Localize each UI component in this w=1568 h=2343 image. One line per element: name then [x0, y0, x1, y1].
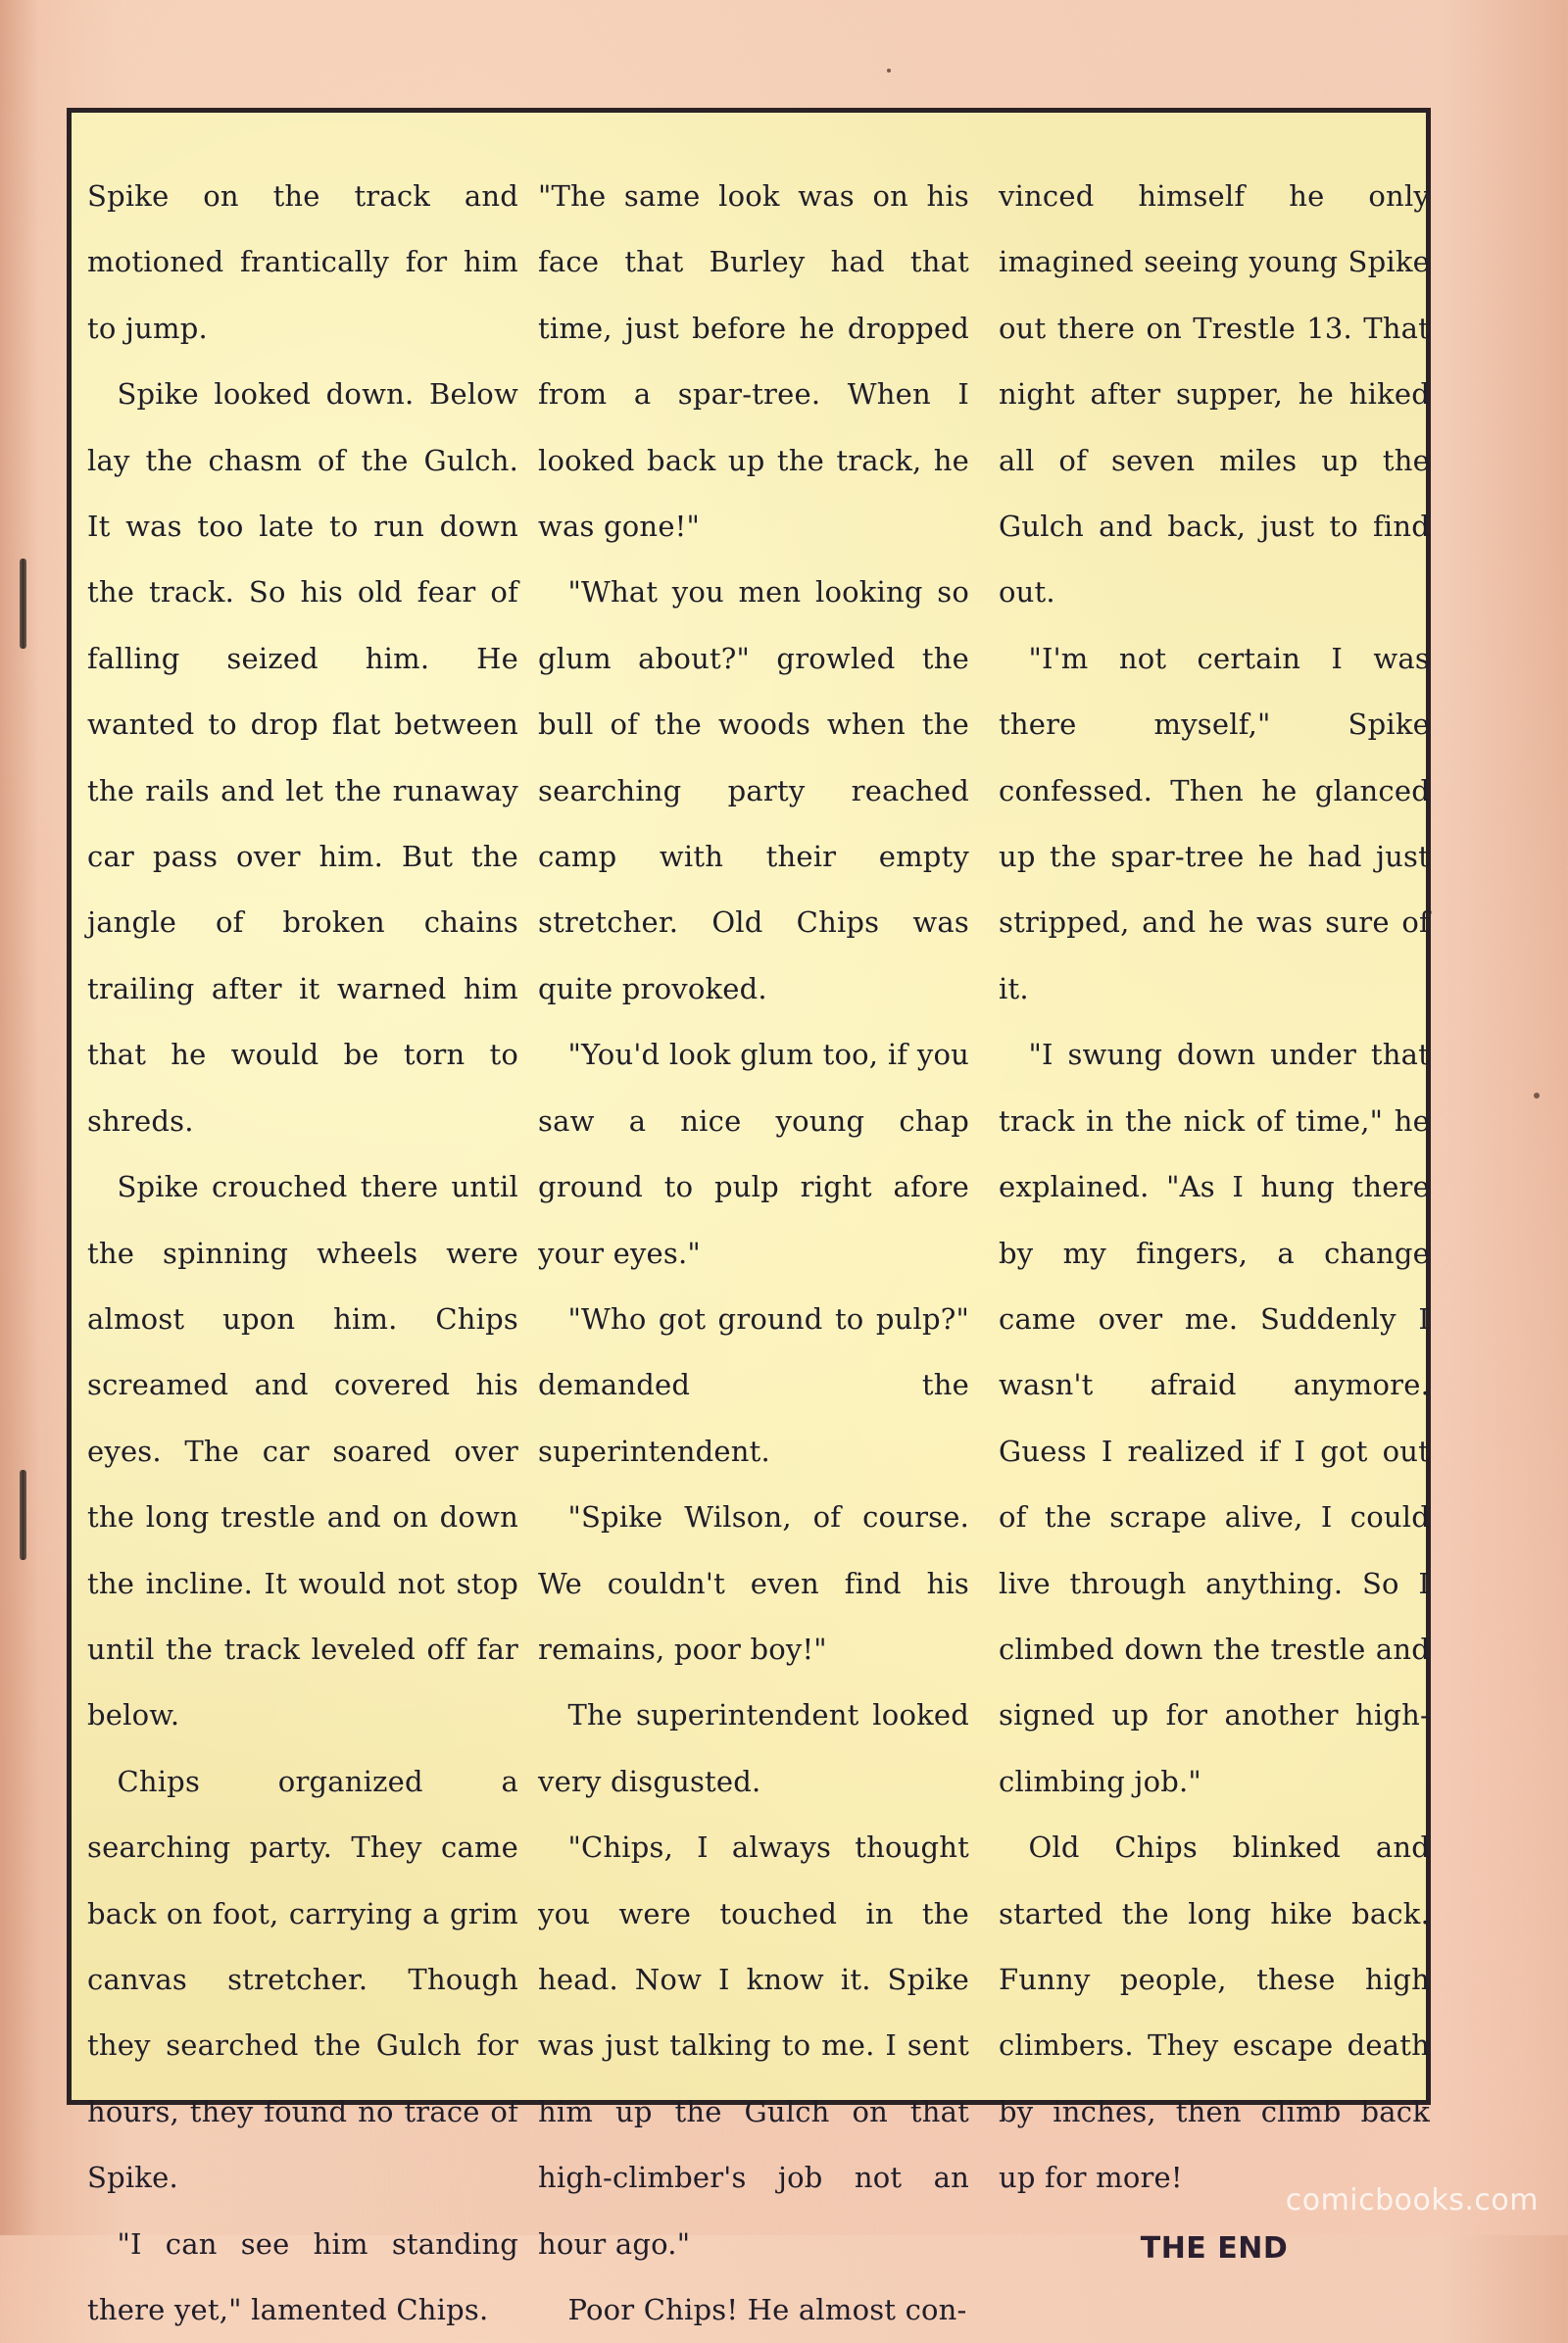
paragraph: Poor Chips! He almost con-	[567, 2293, 967, 2326]
page-left-edge	[0, 0, 39, 2235]
paragraph: "Who got ground to pulp?" demanded the superintendent.	[538, 1301, 969, 1468]
paragraph: Spike on the track and motioned frantically for him to jump.	[87, 179, 518, 345]
paragraph: "I can see him standing there yet," lamented Chips.	[87, 2226, 518, 2326]
paragraph: vinced himself he only imagined seeing young Spike out there on Trestle 13. That night after supper, he hiked all of seven miles up the Gulch and back, just to find out.	[999, 179, 1430, 610]
the-end-label: THE END	[1140, 2230, 1289, 2266]
paragraph: Old Chips blinked and started the long hike back. Funny people, these high climbers. They escape death by inches, then climb back up for more!	[999, 1830, 1430, 2195]
paragraph: "What you men looking so glum about?" growled the bull of the woods when the searching party reached camp with their empty stretcher. Old Chips was quite provoked.	[538, 575, 969, 1005]
watermark: comicbooks.com	[1285, 2183, 1539, 2218]
column-2	[538, 164, 969, 2343]
paragraph: Spike crouched there until the spinning wheels were almost upon him. Chips screamed and covered his eyes. The car soared over the long trestle and on down the incline. It would not stop until the track leveled off far below.	[87, 1170, 518, 1733]
paper-speck	[1534, 1093, 1540, 1098]
column-3	[999, 164, 1430, 2281]
staple-top	[20, 559, 26, 649]
paragraph: "Spike Wilson, of course. We couldn't even find his remains, poor boy!"	[538, 1500, 969, 1666]
paragraph: "I'm not certain I was there myself," Spike confessed. Then he glanced up the spar-tree he had just stripped, and he was sure of it.	[999, 641, 1430, 1005]
paragraph: Chips organized a searching party. They came back on foot, carrying a grim canvas stretcher. Though they searched the Gulch for hours, they found no trace of Spike.	[87, 1764, 518, 2195]
paragraph: Spike looked down. Below lay the chasm of the Gulch. It was too late to run down the track. So his old fear of falling seized him. He wanted to drop flat between the rails and let the runaway car pass over him. But the jangle of broken chains trailing after it warned him that he would be torn to shreds.	[87, 377, 518, 1138]
paragraph: "Chips, I always thought you were touched in the head. Now I know it. Spike was just talking to me. I sent him up the Gulch on that high-climber's job not an hour ago."	[538, 1830, 969, 2261]
staple-bottom	[20, 1470, 26, 1560]
paper-speck	[887, 69, 891, 73]
paragraph: "The same look was on his face that Burley had that time, just before he dropped from a spar-tree. When I looked back up the track, he was gone!"	[538, 179, 969, 544]
paragraph: "I swung down under that track in the nick of time," he explained. "As I hung there by my fingers, a change came over me. Suddenly I wasn't afraid anymore. Guess I realized if I got out of the scrape alive, I could live through anything. So I climbed down the trestle and signed up for another high-climbing job."	[999, 1038, 1430, 1798]
paragraph: "You'd look glum too, if you saw a nice young chap ground to pulp right afore your eyes."	[538, 1038, 969, 1270]
column-1	[87, 164, 518, 2343]
paragraph: The superintendent looked very disgusted.	[538, 1698, 969, 1798]
